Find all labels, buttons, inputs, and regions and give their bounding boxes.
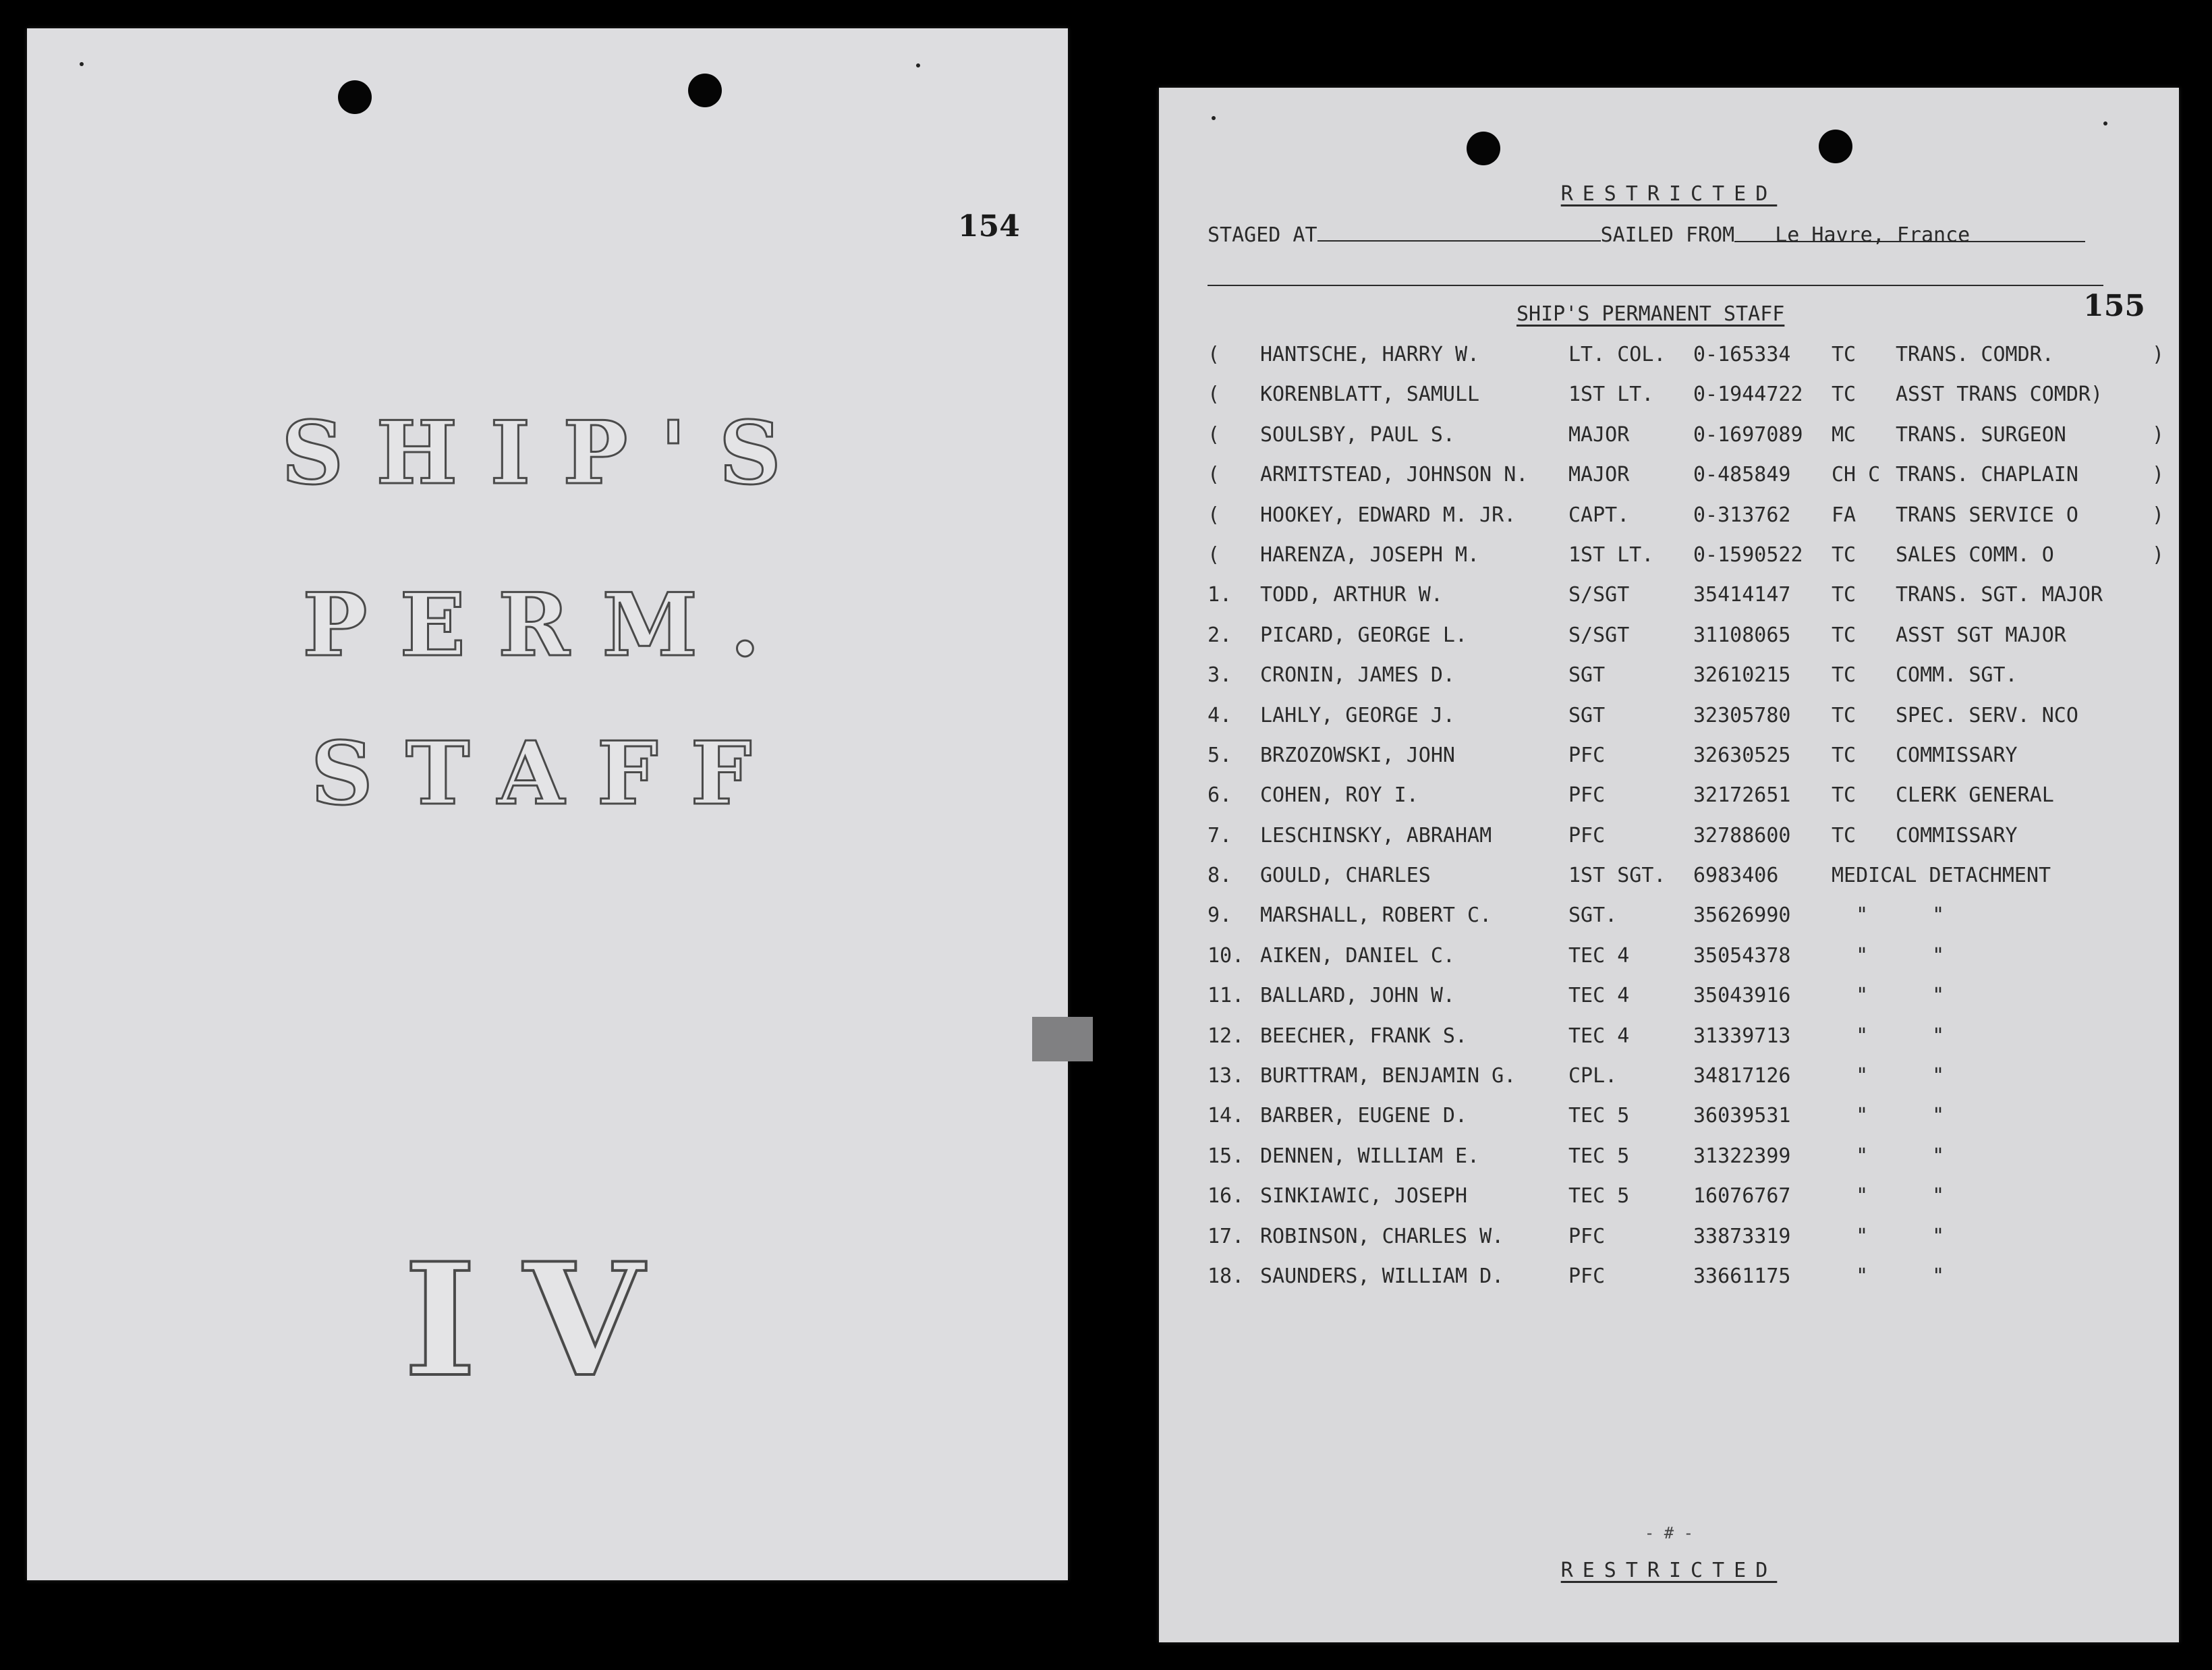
roster-name: LESCHINSKY, ABRAHAM [1260,823,1492,847]
roster-close: ) [2152,542,2165,567]
roster-name: LAHLY, GEORGE J. [1260,703,1455,727]
roster-rank: PFC [1568,743,1606,767]
roster-branch: " [1832,1064,1869,1088]
roster-duty: COMMISSARY [1896,743,2018,767]
left-page [27,28,1068,1580]
roster-branch: " [1832,984,1869,1008]
roster-name: BALLARD, JOHN W. [1260,984,1455,1008]
roster-name: BRZOZOWSKI, JOHN [1260,743,1455,767]
roster-rank: CPL. [1568,1064,1618,1088]
roster-serial: 35043916 [1693,984,1791,1008]
roster-name: GOULD, CHARLES [1260,864,1431,888]
roster-serial: 34817126 [1693,1064,1791,1088]
roster-name: ARMITSTEAD, JOHNSON N. [1260,463,1529,487]
roster-branch: " [1832,1104,1869,1128]
roster-close: ) [2152,422,2165,447]
roster-duty: COMMISSARY [1896,823,2018,847]
punch-hole [688,74,722,107]
roster-branch: TC [1832,703,1856,727]
roster-num: ( [1208,343,1220,366]
roster-rank: CAPT. [1568,503,1630,527]
speck [916,63,920,67]
roster-duty: " [1896,943,1945,968]
roster-num: ( [1208,383,1220,407]
roster-name: HOOKEY, EDWARD M. JR. [1260,503,1516,527]
roster-duty: ASST SGT MAJOR [1896,623,2066,647]
speck [1212,116,1216,120]
roster-serial: 31108065 [1693,623,1791,647]
roster-name: HANTSCHE, HARRY W. [1260,343,1480,366]
roster-rank: LT. COL. [1568,343,1666,366]
roster-name: KORENBLATT, SAMULL [1260,383,1480,407]
roster-branch: MC [1832,422,1856,447]
roster-branch: " [1832,903,1869,928]
roster-branch: " [1832,1184,1869,1208]
roster-num: 2. [1208,623,1232,647]
punch-hole [338,80,372,114]
roster-serial: 0-485849 [1693,463,1791,487]
roster-rank: SGT [1568,703,1606,727]
roster-rank: S/SGT [1568,583,1630,607]
roster-duty: TRANS SERVICE O [1896,503,2078,527]
roster-name: AIKEN, DANIEL C. [1260,943,1455,968]
punch-hole [1819,130,1852,163]
roster-num: 11. [1208,984,1245,1008]
roster-duty: SALES COMM. O [1896,542,2054,567]
roster-branch: MEDICAL DETACHMENT [1832,864,2051,888]
roster-duty: " [1896,903,1945,928]
roster-name: MARSHALL, ROBERT C. [1260,903,1492,928]
roster-branch: TC [1832,783,1856,808]
roster-name: SOULSBY, PAUL S. [1260,422,1455,447]
roster-num: 3. [1208,663,1232,688]
roster-duty: TRANS. SGT. MAJOR [1896,583,2103,607]
roster-duty: TRANS. CHAPLAIN [1896,463,2078,487]
roster-rank: TEC 4 [1568,943,1630,968]
roster-branch: " [1832,1224,1869,1248]
roster-serial: 0-313762 [1693,503,1791,527]
roster-serial: 32305780 [1693,703,1791,727]
roster-branch: " [1832,1024,1869,1048]
roster-rank: TEC 5 [1568,1144,1630,1168]
speck [2103,121,2107,126]
roster-close: ) [2152,503,2165,527]
roster-close: ) [2152,343,2165,366]
roster-branch: TC [1832,542,1856,567]
roster-serial: 0-1944722 [1693,383,1803,407]
stencil-roman-numeral: IV [403,1229,691,1412]
roster-serial: 0-1697089 [1693,422,1803,447]
roster-name: HARENZA, JOSEPH M. [1260,542,1480,567]
edge-tab [1032,1017,1093,1061]
stencil-line: PERM. [302,575,793,676]
roster-duty: CLERK GENERAL [1896,783,2054,808]
roster-rank: 1ST LT. [1568,542,1654,567]
roster-serial: 32610215 [1693,663,1791,688]
roster-serial: 31339713 [1693,1024,1791,1048]
roster-rank: TEC 4 [1568,1024,1630,1048]
roster-num: 9. [1208,903,1232,928]
section-title: SHIP'S PERMANENT STAFF [1516,302,1785,326]
roster-duty: COMM. SGT. [1896,663,2018,688]
roster-duty: TRANS. SURGEON [1896,422,2066,447]
roster-duty: ASST TRANS COMDR) [1896,383,2103,407]
roster-name: BARBER, EUGENE D. [1260,1104,1468,1128]
roster-name: COHEN, ROY I. [1260,783,1419,808]
roster-duty: " [1896,1144,1945,1168]
roster-rank: PFC [1568,823,1606,847]
roster-num: 4. [1208,703,1232,727]
roster-serial: 0-1590522 [1693,542,1803,567]
roster-serial: 32172651 [1693,783,1791,808]
roster-num: ( [1208,422,1220,447]
roster-rank: TEC 5 [1568,1184,1630,1208]
roster-num: 14. [1208,1104,1245,1128]
roster-serial: 33873319 [1693,1224,1791,1248]
roster-branch: TC [1832,583,1856,607]
roster-rank: SGT [1568,663,1606,688]
roster-serial: 35054378 [1693,943,1791,968]
roster-duty: " [1896,1224,1945,1248]
roster-num: ( [1208,542,1220,567]
roster-branch: FA [1832,503,1856,527]
roster-rank: SGT. [1568,903,1618,928]
roster-serial: 0-165334 [1693,343,1791,366]
roster-num: 12. [1208,1024,1245,1048]
roster-rank: 1ST LT. [1568,383,1654,407]
roster-name: SINKIAWIC, JOSEPH [1260,1184,1468,1208]
roster-serial: 32788600 [1693,823,1791,847]
punch-hole [1467,132,1500,165]
roster-name: PICARD, GEORGE L. [1260,623,1468,647]
right-page [1159,88,2179,1642]
roster-name: BURTTRAM, BENJAMIN G. [1260,1064,1516,1088]
roster-serial: 31322399 [1693,1144,1791,1168]
roster-serial: 36039531 [1693,1104,1791,1128]
roster-branch: " [1832,943,1869,968]
roster-duty: " [1896,1064,1945,1088]
roster-branch: TC [1832,383,1856,407]
roster-num: 17. [1208,1224,1245,1248]
footer-mark: - # - [1644,1524,1694,1542]
roster-num: 13. [1208,1064,1245,1088]
restricted-heading: RESTRICTED [1560,182,1778,206]
roster-serial: 33661175 [1693,1264,1791,1288]
roster-rank: TEC 4 [1568,984,1630,1008]
roster-serial: 32630525 [1693,743,1791,767]
roster-branch: TC [1832,623,1856,647]
roster-rank: TEC 5 [1568,1104,1630,1128]
staged-at-blank [1317,223,1601,242]
roster-duty: TRANS. COMDR. [1896,343,2054,366]
roster-name: CRONIN, JAMES D. [1260,663,1455,688]
roster-num: 6. [1208,783,1232,808]
restricted-footer: RESTRICTED [1560,1559,1778,1582]
roster-duty: " [1896,1264,1945,1288]
sailed-from-value: Le Havre, France [1775,223,1970,247]
roster-num: 15. [1208,1144,1245,1168]
roster-rank: MAJOR [1568,422,1630,447]
roster-num: 8. [1208,864,1232,888]
roster-num: 1. [1208,583,1232,607]
page-number: 155 [2083,289,2145,323]
roster-num: ( [1208,463,1220,487]
roster-duty: " [1896,1184,1945,1208]
roster-close: ) [2152,463,2165,487]
roster-branch: " [1832,1264,1869,1288]
roster-serial: 6983406 [1693,864,1779,888]
roster-branch: TC [1832,663,1856,688]
roster-name: DENNEN, WILLIAM E. [1260,1144,1480,1168]
roster-name: SAUNDERS, WILLIAM D. [1260,1264,1504,1288]
sailed-from-field [1734,223,2085,247]
stencil-line: STAFF [310,723,785,825]
separator-line [1208,285,2103,286]
roster-serial: 35626990 [1693,903,1791,928]
roster-duty: " [1896,1024,1945,1048]
roster-num: 10. [1208,943,1245,968]
roster-duty: " [1896,1104,1945,1128]
roster-num: 18. [1208,1264,1245,1288]
page-number: 154 [958,209,1020,244]
staged-sailed-line [1208,223,2085,247]
roster-branch: TC [1832,823,1856,847]
roster-rank: MAJOR [1568,463,1630,487]
roster-name: TODD, ARTHUR W. [1260,583,1443,607]
roster-name: BEECHER, FRANK S. [1260,1024,1468,1048]
roster-branch: " [1832,1144,1869,1168]
roster-serial: 35414147 [1693,583,1791,607]
speck [80,62,84,66]
stencil-line: SHIP'S [281,403,814,504]
sailed-from-label: SAILED FROM [1600,223,1735,247]
roster-num: ( [1208,503,1220,527]
roster-rank: PFC [1568,1224,1606,1248]
roster-branch: CH C [1832,463,1881,487]
roster-serial: 16076767 [1693,1184,1791,1208]
roster-branch: TC [1832,743,1856,767]
roster-rank: PFC [1568,783,1606,808]
roster-num: 7. [1208,823,1232,847]
roster-duty: " [1896,984,1945,1008]
roster-num: 5. [1208,743,1232,767]
staged-at-label: STAGED AT [1208,223,1317,247]
roster-name: ROBINSON, CHARLES W. [1260,1224,1504,1248]
roster-rank: 1ST SGT. [1568,864,1666,888]
roster-rank: S/SGT [1568,623,1630,647]
roster-branch: TC [1832,343,1856,366]
roster-rank: PFC [1568,1264,1606,1288]
roster-duty: SPEC. SERV. NCO [1896,703,2078,727]
roster-num: 16. [1208,1184,1245,1208]
